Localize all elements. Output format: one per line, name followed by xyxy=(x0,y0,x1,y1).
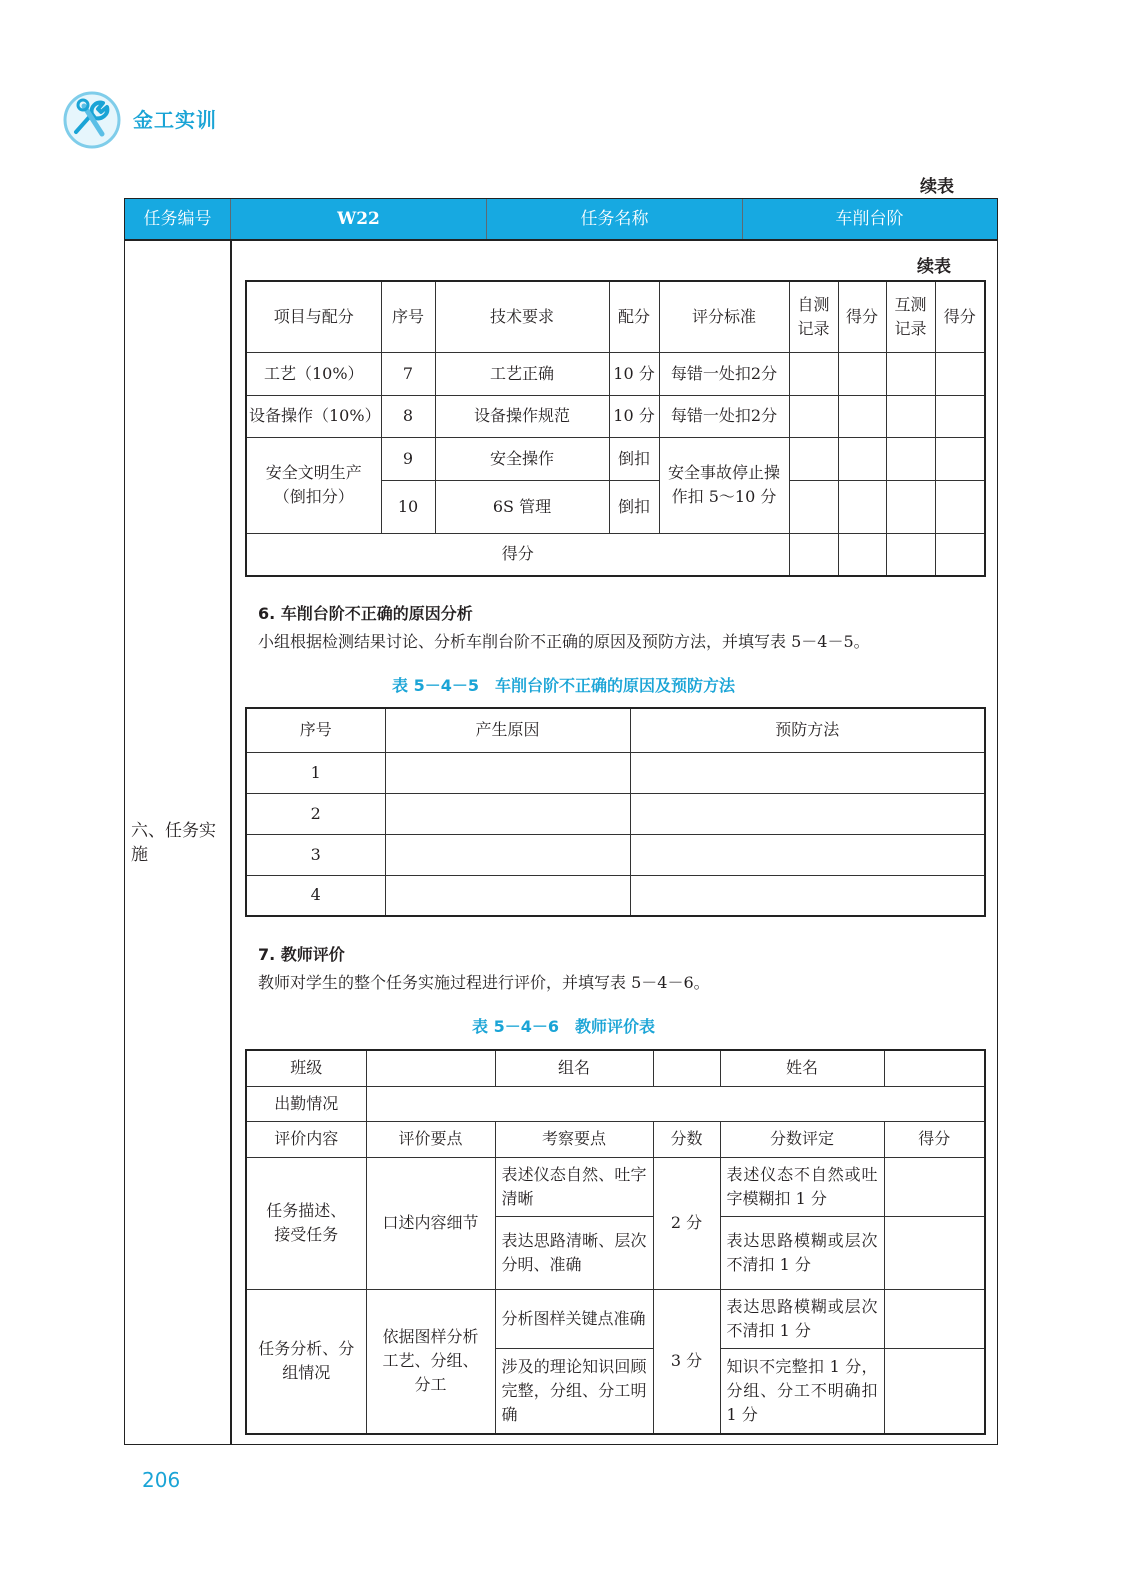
page-number: 206 xyxy=(142,1468,181,1492)
cell-no: 9 xyxy=(381,437,435,480)
header-no: 序号 xyxy=(246,708,385,752)
header-rating: 分数评定 xyxy=(720,1121,884,1157)
table-row xyxy=(246,752,985,793)
cell-item: 设备操作（10%） xyxy=(246,395,381,437)
cell-blank xyxy=(886,480,935,533)
cell-blank xyxy=(886,533,935,576)
header-cause: 产生原因 xyxy=(385,708,630,752)
cell-blank xyxy=(935,395,985,437)
eval-rating: 知识不完整扣 1 分，分组、分工不明确扣 1 分 xyxy=(720,1348,884,1434)
task-number-label: 任务编号 xyxy=(125,199,231,240)
attendance-label: 出勤情况 xyxy=(246,1086,366,1121)
total-score-label: 得分 xyxy=(246,533,789,576)
header-peer-check: 互测记录 xyxy=(886,281,935,352)
cell-no: 2 xyxy=(246,793,385,834)
cause-cell xyxy=(385,793,630,834)
scoring-table xyxy=(245,280,986,577)
cell-no: 3 xyxy=(246,834,385,875)
header-score: 得分 xyxy=(838,281,886,352)
table-row xyxy=(246,834,985,875)
task-name-label: 任务名称 xyxy=(487,199,743,240)
cause-cell xyxy=(385,875,630,916)
teacher-evaluation-table xyxy=(245,1049,986,1435)
header-criteria: 评分标准 xyxy=(659,281,789,352)
cell-requirement: 工艺正确 xyxy=(435,352,609,395)
cell-blank xyxy=(789,437,838,480)
task-name-value: 车削台阶 xyxy=(835,209,904,229)
class-label: 班级 xyxy=(246,1050,366,1086)
name-value xyxy=(884,1050,985,1086)
attendance-value xyxy=(366,1086,985,1121)
header-item: 项目与配分 xyxy=(246,281,381,352)
cell-blank xyxy=(935,480,985,533)
cell-blank xyxy=(838,480,886,533)
eval-key-point: 口述内容细节 xyxy=(366,1157,495,1289)
header-check-point: 考察要点 xyxy=(495,1121,653,1157)
header-points: 配分 xyxy=(609,281,659,352)
cell-blank xyxy=(789,395,838,437)
cell-blank xyxy=(789,533,838,576)
header-requirement: 技术要求 xyxy=(435,281,609,352)
header-no: 序号 xyxy=(381,281,435,352)
header-points: 分数 xyxy=(653,1121,720,1157)
divider xyxy=(125,239,997,241)
section-6-text: 小组根据检测结果讨论、分析车削台阶不正确的原因及预防方法，并填写表 5－4－5。 xyxy=(258,632,870,651)
cell-blank xyxy=(935,533,985,576)
eval-score xyxy=(884,1157,985,1216)
header-score: 得分 xyxy=(935,281,985,352)
header-score: 得分 xyxy=(884,1121,985,1157)
table-row xyxy=(246,793,985,834)
table-row xyxy=(246,395,985,437)
eval-content: 任务描述、接受任务 xyxy=(246,1157,366,1289)
book-title: 金工实训 xyxy=(133,108,217,132)
cell-no: 8 xyxy=(381,395,435,437)
eval-rating: 表达思路模糊或层次不清扣 1 分 xyxy=(720,1216,884,1289)
scoring-table-continued-label: 续表 xyxy=(917,257,951,277)
table-row xyxy=(246,352,985,395)
group-label: 组名 xyxy=(495,1050,653,1086)
header-prevention: 预防方法 xyxy=(630,708,985,752)
cell-blank xyxy=(838,533,886,576)
cell-no: 10 xyxy=(381,480,435,533)
cell-blank xyxy=(886,437,935,480)
prevention-cell xyxy=(630,793,985,834)
cell-blank xyxy=(838,395,886,437)
header-self-check: 自测记录 xyxy=(789,281,838,352)
eval-rating: 表达思路模糊或层次不清扣 1 分 xyxy=(720,1289,884,1348)
eval-check-point: 表达思路清晰、层次分明、准确 xyxy=(495,1216,653,1289)
section-label: 六、任务实施 xyxy=(131,821,216,865)
cell-requirement: 设备操作规范 xyxy=(435,395,609,437)
eval-score xyxy=(884,1216,985,1289)
section-7-text: 教师对学生的整个任务实施过程进行评价，并填写表 5－4－6。 xyxy=(258,973,710,992)
header-key-point: 评价要点 xyxy=(366,1121,495,1157)
cell-blank xyxy=(838,437,886,480)
eval-rating: 表述仪态不自然或吐字模糊扣 1 分 xyxy=(720,1157,884,1216)
eval-content: 任务分析、分组情况 xyxy=(246,1289,366,1434)
cell-blank xyxy=(935,437,985,480)
cell-blank xyxy=(886,352,935,395)
eval-score xyxy=(884,1348,985,1434)
cell-blank xyxy=(935,352,985,395)
eval-check-point: 分析图样关键点准确 xyxy=(495,1289,653,1348)
eval-points: 3 分 xyxy=(653,1289,720,1434)
cell-criteria: 每错一处扣2分 xyxy=(659,395,789,437)
task-header-bar xyxy=(125,199,997,240)
eval-key-point: 依据图样分析工艺、分组、分工 xyxy=(366,1289,495,1434)
section-7-title: 7. 教师评价 xyxy=(258,945,345,964)
cell-requirement: 6S 管理 xyxy=(435,480,609,533)
table-row xyxy=(246,533,985,576)
continued-label: 续表 xyxy=(920,177,954,197)
prevention-cell xyxy=(630,875,985,916)
group-value xyxy=(653,1050,720,1086)
table-row xyxy=(246,1289,985,1348)
prevention-cell xyxy=(630,752,985,793)
cell-points: 倒扣 xyxy=(609,480,659,533)
cause-cell xyxy=(385,752,630,793)
cell-blank xyxy=(789,352,838,395)
header-content: 评价内容 xyxy=(246,1121,366,1157)
cell-criteria: 每错一处扣2分 xyxy=(659,352,789,395)
table-row xyxy=(246,437,985,480)
cell-criteria: 安全事故停止操作扣 5～10 分 xyxy=(659,437,789,533)
table-row xyxy=(246,875,985,916)
cell-item: 工艺（10%） xyxy=(246,352,381,395)
table-5-4-5-caption: 表 5－4－5 车削台阶不正确的原因及预防方法 xyxy=(392,676,735,695)
task-number-value: W22 xyxy=(231,199,487,240)
table-5-4-6-caption: 表 5－4－6 教师评价表 xyxy=(472,1017,655,1036)
cell-no: 1 xyxy=(246,752,385,793)
cause-prevention-table xyxy=(245,707,986,917)
cell-points: 10 分 xyxy=(609,395,659,437)
divider xyxy=(230,240,232,1444)
cause-cell xyxy=(385,834,630,875)
cell-no: 4 xyxy=(246,875,385,916)
book-logo-icon xyxy=(62,90,122,150)
eval-points: 2 分 xyxy=(653,1157,720,1289)
eval-score xyxy=(884,1289,985,1348)
cell-item: 安全文明生产（倒扣分） xyxy=(246,437,381,533)
cell-points: 倒扣 xyxy=(609,437,659,480)
class-value xyxy=(366,1050,495,1086)
eval-check-point: 表述仪态自然、吐字清晰 xyxy=(495,1157,653,1216)
cell-blank xyxy=(886,395,935,437)
table-row xyxy=(246,1157,985,1216)
cell-requirement: 安全操作 xyxy=(435,437,609,480)
name-label: 姓名 xyxy=(720,1050,884,1086)
cell-blank xyxy=(789,480,838,533)
section-6-title: 6. 车削台阶不正确的原因分析 xyxy=(258,604,473,623)
cell-blank xyxy=(838,352,886,395)
prevention-cell xyxy=(630,834,985,875)
eval-check-point: 涉及的理论知识回顾完整，分组、分工明确 xyxy=(495,1348,653,1434)
cell-no: 7 xyxy=(381,352,435,395)
cell-points: 10 分 xyxy=(609,352,659,395)
